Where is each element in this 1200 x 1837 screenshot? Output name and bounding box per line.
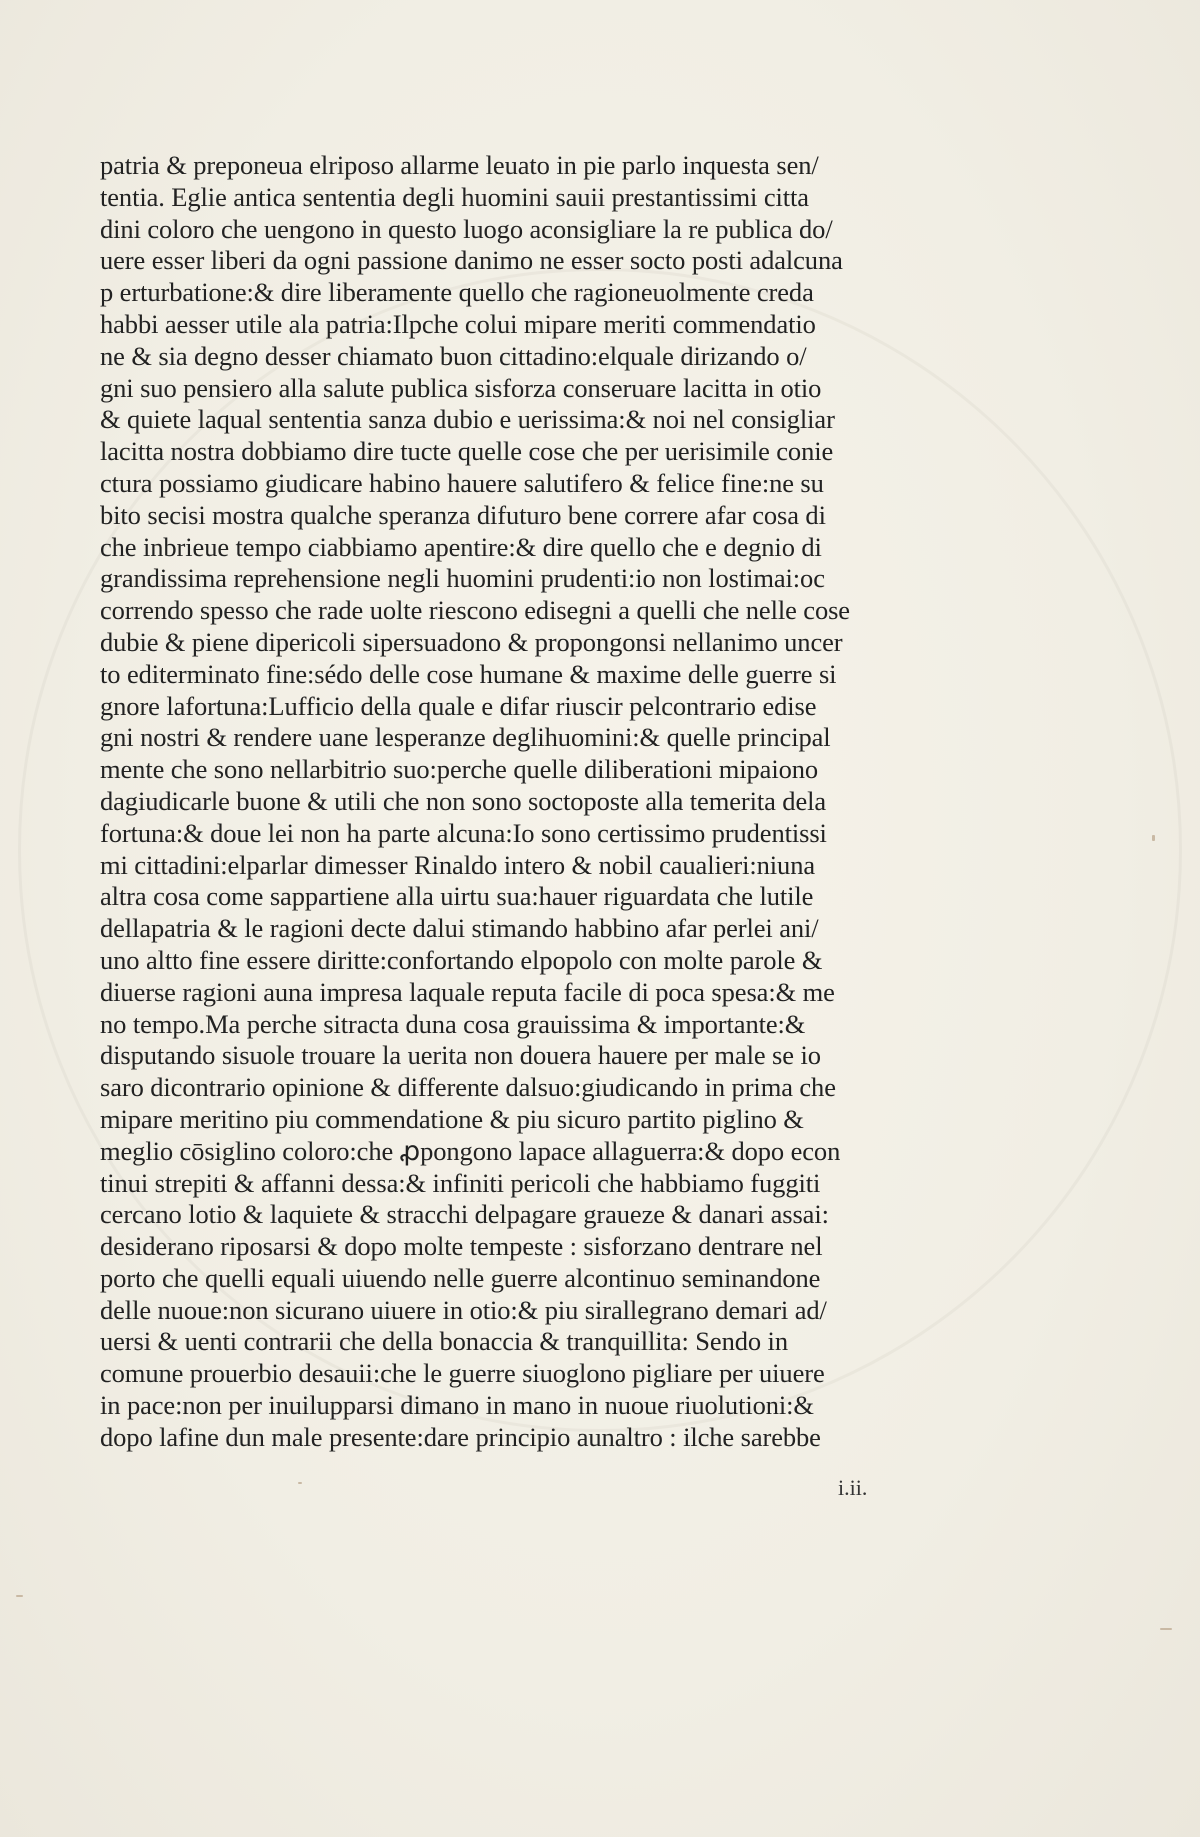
text-line: gni suo pensiero alla salute publica sisforza conseruare lacitta in otio xyxy=(100,372,822,403)
text-line: porto che quelli equali uiuendo nelle guerre alcontinuo seminandone xyxy=(100,1262,821,1293)
paper-speck xyxy=(1160,1628,1172,1630)
text-line: p erturbatione:& dire liberamente quello che ragioneuolmente creda xyxy=(100,277,814,308)
paper-speck xyxy=(16,1595,23,1597)
text-line: mi cittadini:elparlar dimesser Rinaldo intero & nobil caualieri:niuna xyxy=(100,849,816,880)
text-line: dagiudicarle buone & utili che non sono soctoposte alla temerita dela xyxy=(100,785,827,816)
text-line: in pace:non per inuilupparsi dimano in mano in nuoue riuolutioni:& xyxy=(100,1390,814,1421)
text-line: uere esser liberi da ogni passione danimo ne esser socto posti adalcuna xyxy=(100,245,843,276)
text-line: disputando sisuole trouare la uerita non douera hauere per male se io xyxy=(100,1040,821,1071)
text-line: gnore lafortuna:Lufficio della quale e difar riuscir pelcontrario edise xyxy=(100,690,817,721)
text-line: & quiete laqual sententia sanza dubio e uerissima:& noi nel consigliar xyxy=(100,404,835,435)
paper-speck xyxy=(298,1482,302,1484)
paper-speck xyxy=(1152,835,1155,841)
text-line: comune prouerbio desauii:che le guerre siuoglono pigliare per uiuere xyxy=(100,1358,825,1389)
text-line: dellapatria & le ragioni decte dalui stimando habbino afar perlei ani/ xyxy=(100,913,819,944)
text-line: tinui strepiti & affanni dessa:& infiniti pericoli che habbiamo fuggiti xyxy=(100,1167,821,1198)
text-line: altra cosa come sappartiene alla uirtu sua:hauer riguardata che lutile xyxy=(100,881,814,912)
text-line: cercano lotio & laquiete & stracchi delpagare graueze & danari assai: xyxy=(100,1199,829,1230)
text-line: mipare meritino piu commendatione & piu sicuro partito piglino & xyxy=(100,1103,804,1134)
text-line: mente che sono nellarbitrio suo:perche quelle diliberationi mipaiono xyxy=(100,754,819,785)
text-line: tentia. Eglie antica sententia degli huomini sauii prestantissimi citta xyxy=(100,181,809,212)
text-line: fortuna:& doue lei non ha parte alcuna:Io sono certissimo prudentissi xyxy=(100,817,827,848)
text-line: che inbrieue tempo ciabbiamo apentire:& dire quello che e degnio di xyxy=(100,531,822,562)
text-line: no tempo.Ma perche sitracta duna cosa grauissima & importante:& xyxy=(100,1008,806,1039)
text-line: meglio cōsiglino coloro:che ꝓpongono lapace allaguerra:& dopo econ xyxy=(100,1135,841,1166)
text-line: patria & preponeua elriposo allarme leuato in pie parlo inquesta sen/ xyxy=(100,150,819,180)
text-line: dini coloro che uengono in questo luogo aconsigliare la re publica do/ xyxy=(100,213,833,244)
text-line: lacitta nostra dobbiamo dire tucte quelle cose che per uerisimile conie xyxy=(100,436,834,467)
text-line: gni nostri & rendere uane lesperanze deglihuomini:& quelle principal xyxy=(100,722,831,753)
text-line: dubie & piene dipericoli sipersuadono & propongonsi nellanimo uncer xyxy=(100,626,843,657)
text-line: ne & sia degno desser chiamato buon cittadino:elquale dirizando o/ xyxy=(100,340,807,371)
text-line: bito secisi mostra qualche speranza difuturo bene correre afar cosa di xyxy=(100,499,826,530)
text-line: habbi aesser utile ala patria:Ilpche colui mipare meriti commendatio xyxy=(100,308,816,339)
text-line: dopo lafine dun male presente:dare principio aunaltro : ilche sarebbe xyxy=(100,1421,821,1452)
text-line: uno altto fine essere diritte:confortando elpopolo con molte parole & xyxy=(100,944,823,975)
text-line: delle nuoue:non sicurano uiuere in otio:& piu sirallegrano demari ad/ xyxy=(100,1294,827,1325)
text-line: saro dicontrario opinione & differente dalsuo:giudicando in prima che xyxy=(100,1072,836,1103)
text-block xyxy=(100,150,890,1454)
text-line: correndo spesso che rade uolte riescono edisegni a quelli che nelle cose xyxy=(100,595,850,626)
text-line: uersi & uenti contrarii che della bonaccia & tranquillita: Sendo in xyxy=(100,1326,788,1357)
text-line: ctura possiamo giudicare habino hauere salutifero & felice fine:ne su xyxy=(100,467,824,498)
text-line: diuerse ragioni auna impresa laquale reputa facile di poca spesa:& me xyxy=(100,976,835,1007)
signature-mark: i.ii. xyxy=(838,1475,868,1500)
text-line: grandissima reprehensione negli huomini prudenti:io non lostimai:oc xyxy=(100,563,825,594)
text-line: desiderano riposarsi & dopo molte tempeste : sisforzano dentrare nel xyxy=(100,1231,823,1262)
text-line: to editerminato fine:sédo delle cose humane & maxime delle guerre si xyxy=(100,658,837,689)
